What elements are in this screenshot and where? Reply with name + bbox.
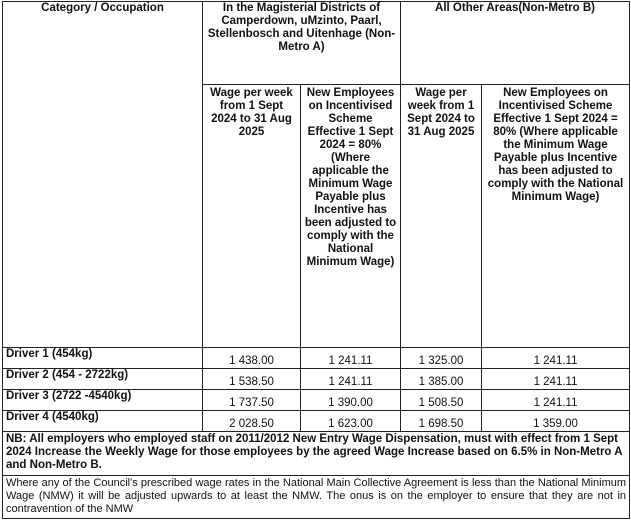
metro-a-wage-header: Wage per week from 1 Sept 2024 to 31 Aug 2025 [203, 85, 301, 348]
metro-b-new-cell: 1 359.00 [482, 411, 630, 432]
note-row [3, 432, 630, 476]
nmw-note: Where any of the Council's prescribed wage rates in the National Main Collective Agreement is less than the National Minimum Wage (NMW) it will be adjusted upwards to at least the NMW. The onus is on the employer to ensure that they are not in contravention of the NMW [3, 476, 630, 519]
metro-a-wage-cell: 2 028.50 [203, 411, 301, 432]
metro-a-wage-cell: 1 538.50 [203, 369, 301, 390]
metro-b-wage-cell: 1 508.50 [401, 390, 482, 411]
row-category: Driver 2 (454 - 2722kg) [3, 369, 203, 390]
row-category: Driver 4 (4540kg) [3, 411, 203, 432]
metro-b-header: All Other Areas(Non-Metro B) [401, 2, 630, 85]
table-row [3, 390, 630, 411]
metro-a-new-cell: 1 623.00 [301, 411, 401, 432]
metro-b-wage-cell: 1 698.50 [401, 411, 482, 432]
metro-b-new-cell: 1 241.11 [482, 369, 630, 390]
metro-b-new-employees-header: New Employees on Incentivised Scheme Effective 1 Sept 2024 = 80% (Where applicable the Minimum Wage Payable plus Incentive has been adjusted to comply with the National Minimum Wage) [482, 85, 630, 348]
note-row [3, 476, 630, 519]
table-row [3, 369, 630, 390]
row-category: Driver 1 (454kg) [3, 348, 203, 369]
table-row [3, 411, 630, 432]
header-row [3, 2, 630, 85]
metro-b-new-cell: 1 241.11 [482, 390, 630, 411]
table-row [3, 348, 630, 369]
metro-a-new-cell: 1 241.11 [301, 348, 401, 369]
metro-b-wage-cell: 1 385.00 [401, 369, 482, 390]
metro-a-new-cell: 1 241.11 [301, 369, 401, 390]
metro-a-wage-cell: 1 737.50 [203, 390, 301, 411]
metro-b-new-cell: 1 241.11 [482, 348, 630, 369]
wage-table [2, 1, 630, 519]
metro-b-wage-cell: 1 325.00 [401, 348, 482, 369]
category-header: Category / Occupation [3, 2, 203, 348]
metro-a-new-cell: 1 390.00 [301, 390, 401, 411]
metro-a-wage-cell: 1 438.00 [203, 348, 301, 369]
metro-a-header: In the Magisterial Districts of Camperdown, uMzinto, Paarl, Stellenbosch and Uitenhage (Non-Metro A) [203, 2, 401, 85]
metro-a-new-employees-header: New Employees on Incentivised Scheme Effective 1 Sept 2024 = 80% (Where applicable the Minimum Wage Payable plus Incentive has been adjusted to comply with the National Minimum Wage) [301, 85, 401, 348]
nb-note: NB: All employers who employed staff on 2011/2012 New Entry Wage Dispensation, must with effect from 1 Sept 2024 Increase the Weekly Wage for those employees by the agreed Wage Increase based on 6.5% in Non-Metro A and Non-Metro B. [3, 432, 630, 476]
metro-b-wage-header: Wage per week from 1 Sept 2024 to 31 Aug 2025 [401, 85, 482, 348]
row-category: Driver 3 (2722 -4540kg) [3, 390, 203, 411]
